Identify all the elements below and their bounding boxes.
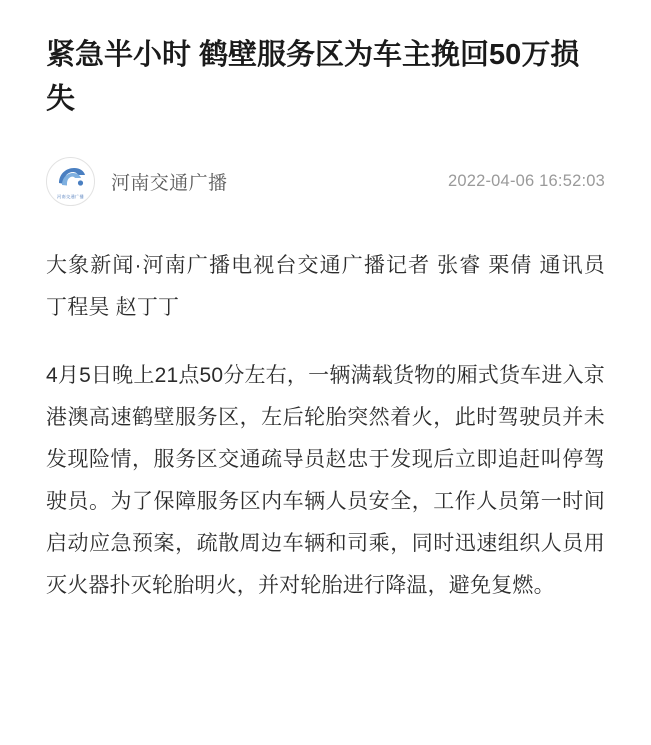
avatar-logo-text: 河南交通广播 [57,194,84,200]
radio-station-logo-icon [56,166,86,188]
avatar[interactable] [46,157,95,206]
paragraph-byline-credit: 大象新闻·河南广播电视台交通广播记者 张睿 栗倩 通讯员 丁程昊 赵丁丁 [46,254,605,319]
byline [46,157,605,205]
publish-time: 2022-04-06 16:52:03 [447,171,605,190]
source-name[interactable]: 河南交通广播 [111,172,228,194]
article-body [46,245,605,607]
page-title: 紧急半小时 鹤壁服务区为车主挽回50万损失 [46,39,580,115]
paragraph-main: 4月5日晚上21点50分左右，一辆满载货物的厢式货车进入京港澳高速鹤壁服务区，左后轮胎突然着火，此时驾驶员并未发现险情，服务区交通疏导员赵忠于发现后立即追赶叫停驾驶员。为了保障服务区内车辆人员安全，工作人员第一时间启动应急预案，疏散周边车辆和司乘，同时迅速组织人员用灭火器扑灭轮胎明火，并对轮胎进行降温，避免复燃。 [46,364,605,597]
